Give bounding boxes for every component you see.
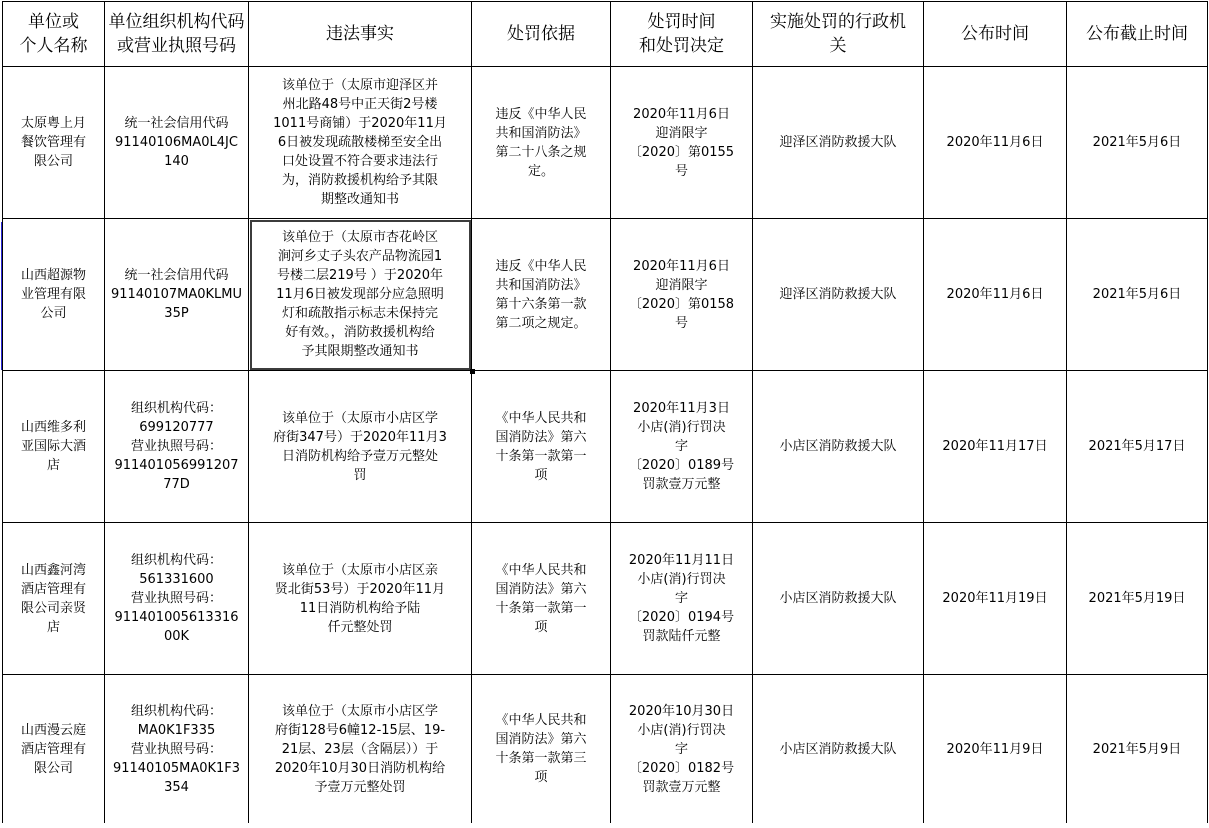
cell-name[interactable]: 山西维多利 亚国际大酒 店 [3,371,105,523]
header-basis[interactable]: 处罚依据 [472,2,611,67]
cell-decision[interactable]: 2020年11月6日 迎消限字 〔2020〕第0155 号 [611,67,753,219]
cell-deadline[interactable]: 2021年5月6日 [1067,67,1208,219]
cell-deadline[interactable]: 2021年5月9日 [1067,675,1208,824]
header-deadline[interactable]: 公布截止时间 [1067,2,1208,67]
cell-deadline[interactable]: 2021年5月6日 [1067,219,1208,371]
table-row [3,675,1208,824]
cell-basis[interactable]: 违反《中华人民 共和国消防法》 第十六条第一款 第二项之规定。 [472,219,611,371]
cell-code[interactable]: 组织机构代码： 561331600 营业执照号码： 911401005613316 00K [105,523,249,675]
header-fact[interactable]: 违法事实 [249,2,472,67]
cell-name[interactable]: 太原粤上月 餐饮管理有 限公司 [3,67,105,219]
cell-fact[interactable]: 该单位于（太原市小店区学 府街347号）于2020年11月3 日消防机构给予壹万元整处 罚 [249,371,472,523]
cell-decision[interactable]: 2020年11月6日 迎消限字 〔2020〕第0158 号 [611,219,753,371]
cell-name[interactable]: 山西超源物 业管理有限 公司 [3,219,105,371]
cell-basis[interactable]: 《中华人民共和 国消防法》第六 十条第一款第一 项 [472,371,611,523]
header-code[interactable]: 单位组织机构代码 或营业执照号码 [105,2,249,67]
penalty-table [2,1,1208,823]
table-row [3,219,1208,371]
cell-basis[interactable]: 《中华人民共和 国消防法》第六 十条第一款第一 项 [472,523,611,675]
table-row [3,371,1208,523]
header-name[interactable]: 单位或 个人名称 [3,2,105,67]
cell-authority[interactable]: 迎泽区消防救援大队 [753,67,924,219]
header-decision[interactable]: 处罚时间 和处罚决定 [611,2,753,67]
cell-fact-selected[interactable]: 该单位于（太原市杏花岭区 涧河乡丈子头农产品物流园1 号楼二层219号 ）于2020年 11月6日被发现部分应急照明 灯和疏散指示标志未保持完 好有效。，消防救援机构给 予其限期整改通知书 [249,219,472,371]
cell-publish[interactable]: 2020年11月9日 [924,675,1067,824]
cell-code[interactable]: 统一社会信用代码 91140107MA0KLMU 35P [105,219,249,371]
cell-deadline[interactable]: 2021年5月17日 [1067,371,1208,523]
cell-authority[interactable]: 小店区消防救援大队 [753,523,924,675]
cell-decision[interactable]: 2020年10月30日 小店(消)行罚决 字 〔2020〕0182号 罚款壹万元整 [611,675,753,824]
cell-decision[interactable]: 2020年11月3日 小店(消)行罚决 字 〔2020〕0189号 罚款壹万元整 [611,371,753,523]
cell-fact[interactable]: 该单位于（太原市迎泽区并 州北路48号中正天街2号楼 1011号商铺）于2020年11月 6日被发现疏散楼梯至安全出 口处设置不符合要求违法行 为，消防救援机构给予其限 期整改通知书 [249,67,472,219]
cell-authority[interactable]: 小店区消防救援大队 [753,371,924,523]
header-authority[interactable]: 实施处罚的行政机 关 [753,2,924,67]
cell-code[interactable]: 统一社会信用代码 91140106MA0L4JC 140 [105,67,249,219]
cell-publish[interactable]: 2020年11月6日 [924,67,1067,219]
cell-fact[interactable]: 该单位于（太原市小店区学 府街128号6幢12-15层、19- 21层、23层（含隔层））于 2020年10月30日消防机构给 予壹万元整处罚 [249,675,472,824]
table-row [3,523,1208,675]
cell-fact[interactable]: 该单位于（太原市小店区亲 贤北街53号）于2020年11月 11日消防机构给予陆 仟元整处罚 [249,523,472,675]
row-selection-marker [1,222,2,370]
cell-publish[interactable]: 2020年11月17日 [924,371,1067,523]
cell-basis[interactable]: 《中华人民共和 国消防法》第六 十条第一款第三 项 [472,675,611,824]
cell-name[interactable]: 山西鑫河湾 酒店管理有 限公司亲贤 店 [3,523,105,675]
table-row [3,67,1208,219]
cell-deadline[interactable]: 2021年5月19日 [1067,523,1208,675]
cell-authority[interactable]: 小店区消防救援大队 [753,675,924,824]
cell-code[interactable]: 组织机构代码： 699120777 营业执照号码： 911401056991207 77D [105,371,249,523]
cell-name[interactable]: 山西漫云庭 酒店管理有 限公司 [3,675,105,824]
cell-authority[interactable]: 迎泽区消防救援大队 [753,219,924,371]
cell-publish[interactable]: 2020年11月6日 [924,219,1067,371]
cell-basis[interactable]: 违反《中华人民 共和国消防法》 第二十八条之规 定。 [472,67,611,219]
fill-handle[interactable] [470,369,475,374]
header-row [3,2,1208,67]
cell-code[interactable]: 组织机构代码： MA0K1F335 营业执照号码： 91140105MA0K1F3 354 [105,675,249,824]
header-publish[interactable]: 公布时间 [924,2,1067,67]
cell-publish[interactable]: 2020年11月19日 [924,523,1067,675]
cell-decision[interactable]: 2020年11月11日 小店(消)行罚决 字 〔2020〕0194号 罚款陆仟元整 [611,523,753,675]
